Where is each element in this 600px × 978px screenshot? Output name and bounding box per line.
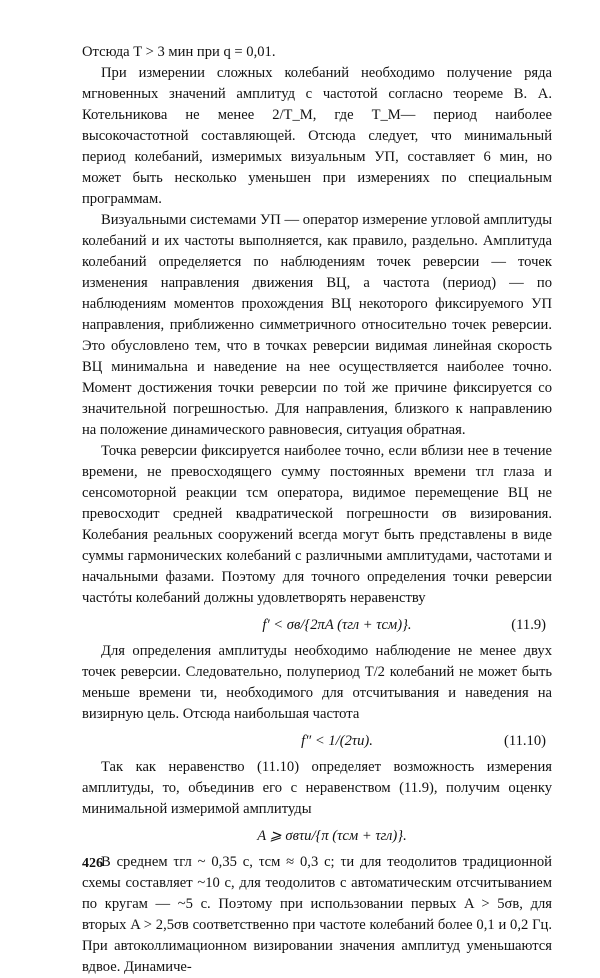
formula-11-10-number: (11.10)	[503, 733, 546, 749]
formula-amplitude	[82, 820, 552, 852]
page-body	[82, 42, 552, 978]
formula-11-9	[82, 609, 552, 641]
page-number: 426	[82, 856, 103, 871]
paragraph-3: Точка реверсии фиксируется наиболее точно, если вблизи нее в течение времени, не превосходящего сумму постоянных времени τгл глаза и сенсомоторной реакции τсм оператора, видимое перемещение ВЦ не превосходит средней квадратической погрешности σв визирования. Колебания реальных сооружений всегда могут быть представлены в виде суммы гармонических колебаний с различными амплитудами, частотами и начальными фазами. Поэтому для точного определения точки реверсии частóты колебаний должны удовлетворять неравенству	[82, 443, 552, 606]
paragraph-1: При измерении сложных колебаний необходимо получение ряда мгновенных значений амплитуд с частотой согласно теореме В. А. Котельникова не менее 2/T_M, где T_M— период наиболее высокочастотной составляющей. Отсюда следует, что минимальный период колебаний, измеримых визуальным УП, составляет 6 мин, но может быть несколько уменьшен при измерениях по специальным программам.	[82, 65, 552, 207]
formula-11-10	[82, 725, 552, 757]
paragraph-4: Для определения амплитуды необходимо наблюдение не менее двух точек реверсии. Следовательно, полупериод T/2 колебаний не может быть меньше времени τи, необходимого для отсчитывания и наведения на визирную цель. Отсюда наибольшая частота	[82, 643, 552, 722]
line-result: Отсюда T > 3 мин при q = 0,01.	[82, 44, 276, 60]
formula-11-9-number: (11.9)	[511, 617, 546, 633]
paragraph-5: Так как неравенство (11.10) определяет возможность измерения амплитуды, то, объединив его с неравенством (11.9), получим оценку минимальной измеримой амплитуды	[82, 759, 552, 817]
formula-amplitude-expr: A ⩾ σвτи/{π (τсм + τгл)}.	[257, 828, 407, 844]
paragraph-2: Визуальными системами УП — оператор измерение угловой амплитуды колебаний и их частоты выполняется, как правило, раздельно. Амплитуда колебаний определяется по наблюдениям точек реверсии — точек изменения направления движения ВЦ, а частота (период) — по наблюдениям моментов прохождения ВЦ некоторого фиксируемого УП направления, приближенно симметричного относительно точек реверсии. Это обусловлено тем, что в точках реверсии видимая линейная скорость ВЦ минимальна и наведение на нее осуществляется наиболее точно. Момент достижения точки реверсии по той же причине фиксируется со значительной погрешностью. Для направления, близкого к направлению на положение динамического равновесия, ситуация обратная.	[82, 212, 552, 438]
formula-11-9-expr: f′ < σв/{2πA (τгл + τсм)}.	[262, 617, 412, 633]
paragraph-6: В среднем τгл ~ 0,35 с, τсм ≈ 0,3 с; τи для теодолитов традиционной схемы составляет ~10 с, для теодолитов с автоматическим отсчитыванием по кругам — ~5 с. Поэтому при использовании первых A > 5σв, для вторых A > 2,5σв соответственно при частоте колебаний более 0,1 и 0,2 Гц. При автоколлимационном визировании значения амплитуд уменьшаются вдвое. Динамиче-	[82, 854, 552, 975]
formula-11-10-expr: f″ < 1/(2τи).	[301, 733, 373, 749]
